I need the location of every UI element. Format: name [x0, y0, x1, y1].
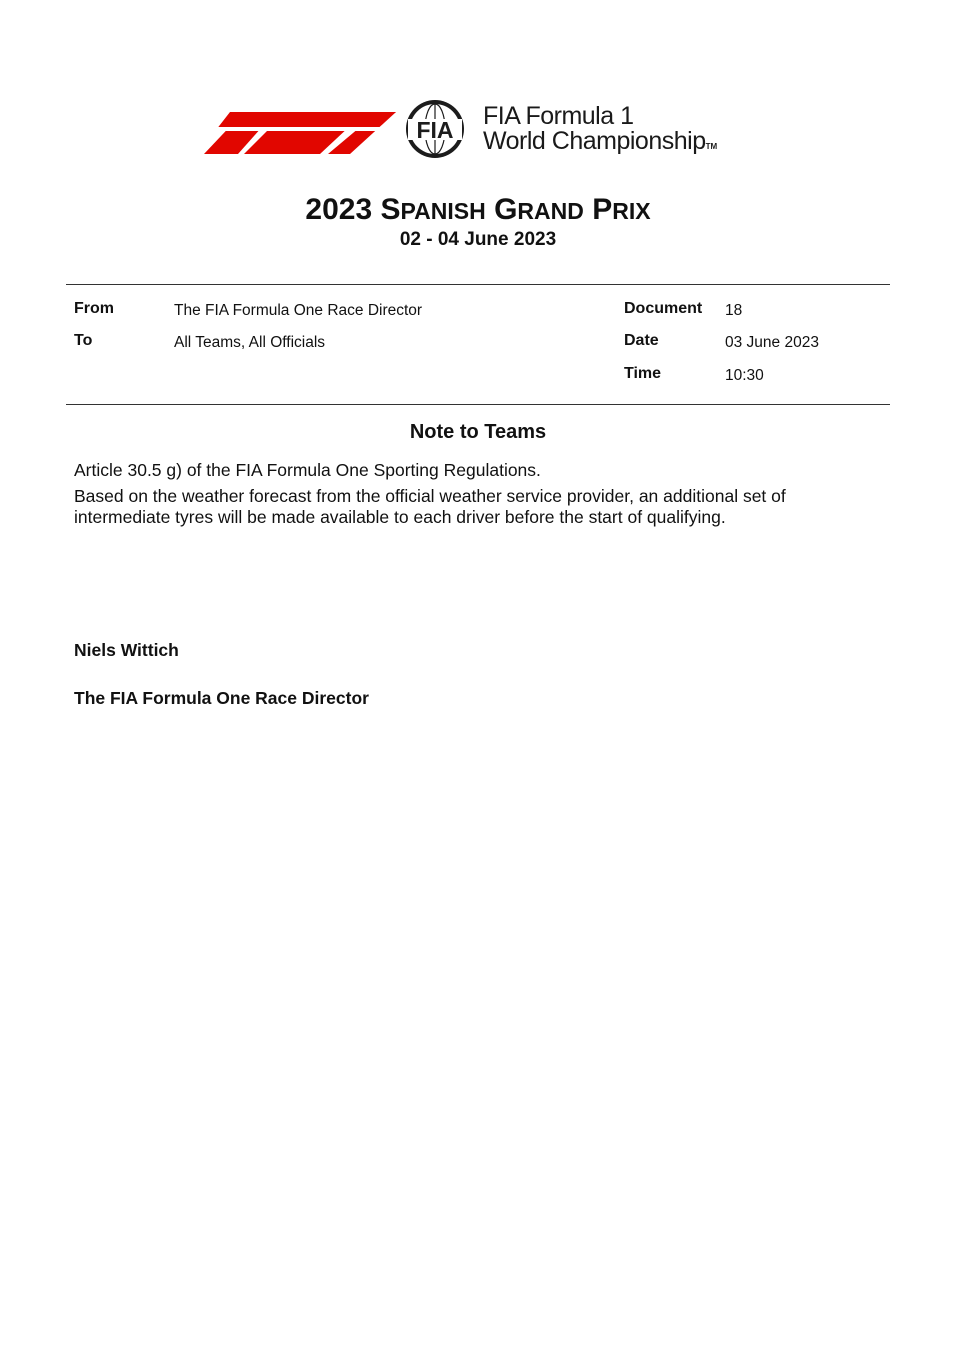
event-year: 2023 [305, 193, 373, 226]
from-label: From [74, 300, 114, 317]
trademark-symbol: TM [705, 142, 718, 151]
brand-text [483, 104, 717, 159]
divider-top [66, 284, 890, 285]
brand-line-1: FIA Formula 1 [483, 102, 634, 130]
event-dates: 02 - 04 June 2023 [399, 229, 557, 250]
to-label: To [74, 332, 93, 349]
document-value: 18 [725, 302, 743, 319]
time-label: Time [624, 365, 662, 382]
from-value: The FIA Formula One Race Director [174, 302, 423, 319]
fia-badge-icon [394, 98, 476, 160]
signatory-title: The FIA Formula One Race Director [74, 688, 369, 708]
f1-logo-icon [200, 104, 396, 154]
fia-badge-label: FIA [416, 117, 454, 143]
divider-bottom [66, 404, 890, 405]
date-label: Date [624, 332, 659, 349]
event-title-word-1: SPANISH [380, 193, 486, 226]
to-value: All Teams, All Officials [174, 334, 326, 351]
note-paragraph-2: Based on the weather forecast from the official weather service provider, an additional set of intermediate tyres will be made available to each driver before the start of qualifying. [74, 486, 786, 527]
document-label: Document [624, 300, 703, 317]
brand-line-2 [483, 129, 717, 159]
time-value: 10:30 [725, 367, 764, 384]
date-value: 03 June 2023 [725, 334, 819, 351]
signatory-name: Niels Wittich [74, 640, 179, 660]
header-logo [200, 96, 780, 160]
brand-line-2-text: World Championship [483, 127, 706, 155]
event-title-word-3: PRIX [592, 193, 651, 226]
note-heading: Note to Teams [409, 421, 547, 443]
event-title-word-2: GRAND [494, 193, 584, 226]
event-title [0, 193, 956, 227]
note-paragraph-1: Article 30.5 g) of the FIA Formula One Sporting Regulations. [74, 460, 541, 480]
